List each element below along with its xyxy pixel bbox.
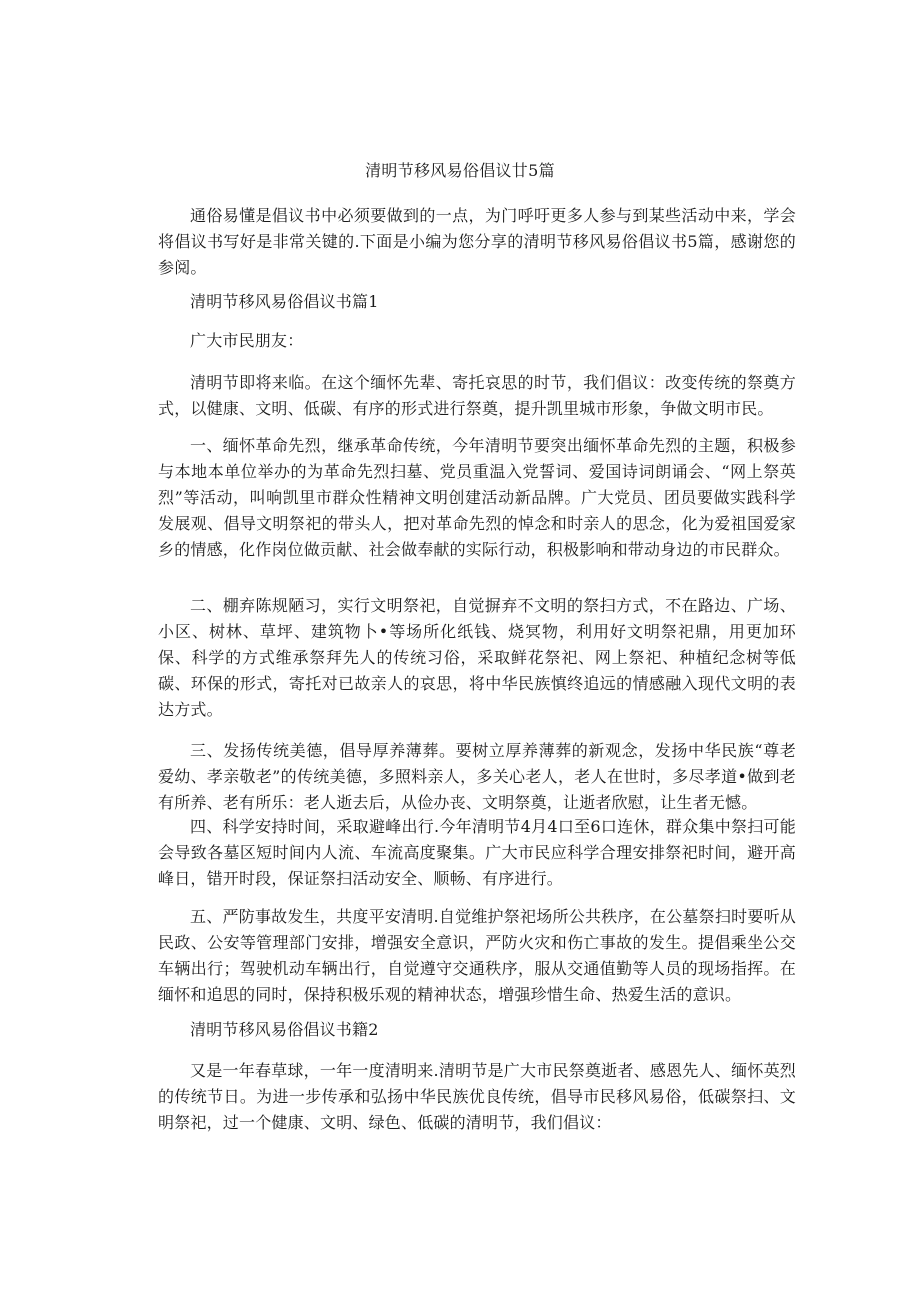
salutation: 广大市民朋友：	[190, 331, 304, 350]
section-1-opening: 清明节即将来临。在这个缅怀先辈、寄托哀思的时节，我们倡议：改变传统的祭奠方式，以健康、文明、低碳、有序的形式进行祭奠，提升凯里城市形象，争做文明市民。	[158, 373, 796, 418]
point-5-paragraph: 五、严防事故发生，共度平安清明.自觉维护祭祀场所公共秩序，在公墓祭扫时要听从民政、公安等管理部门安排，增强安全意识，严防火灾和伤亡事故的发生。提倡乘坐公交车辆出行；驾驶机动车辆出行，自觉遵守交通秩序，服从交通值勤等人员的现场指挥。在缅怀和追思的同时，保持积极乐观的精神状态，增强珍惜生命、热爱生活的意识。	[158, 907, 796, 1004]
point-4-paragraph: 四、科学安持时间，采取避峰出行.今年清明节4月4口至6口连休，群众集中祭扫可能会导致各墓区短时间内人流、车流高度聚集。广大市民应科学合理安排祭祀时间，避开高峰日，错开时段，保证祭扫活动安全、顺畅、有序进行。	[158, 817, 796, 888]
point-3-paragraph: 三、发扬传统美德，倡导厚养薄葬。要树立厚养薄葬的新观念，发扬中华民族“尊老爱幼、孝亲敬老”的传统美德，多照料亲人，多关心老人，老人在世时，多尽孝道•做到老有所养、老有所乐：老人逝去后，从俭办丧、文明祭奠，让逝者欣慰，让生者无憾。	[158, 741, 796, 812]
point-1-paragraph: 一、缅怀革命先烈，继承革命传统，今年清明节要突出缅怀革命先烈的主题，积极参与本地本单位举办的为革命先烈扫墓、党员重温入党誓词、爱国诗词朗诵会、“网上祭英烈”等活动，叫响凯里市群众性精神文明创建活动新品牌。广大党员、团员要做实践科学发展观、倡导文明祭祀的带头人，把对革命先烈的悼念和时亲人的思念，化为爱祖国爱家乡的情感，化作岗位做贡献、社会做奉献的实际行动，积极影响和带动身边的市民群众。	[158, 436, 796, 559]
section-1-heading: 清明节移风易俗倡议书篇1	[190, 292, 379, 311]
section-2-heading: 清明节移风易俗倡议书籍2	[190, 1020, 379, 1039]
section-2-opening: 又是一年春草球，一年一度清明来.清明节是广大市民祭奠逝者、感恩先人、缅怀英烈的传统节日。为进一步传承和弘扬中华民族优良传统，倡导市民移风易俗，低碳祭扫、文明祭祀，过一个健康、文明、绿色、低碳的清明节，我们倡议：	[158, 1061, 796, 1132]
point-2-paragraph: 二、棚弃陈规陋习，实行文明祭祀，自觉摒弃不文明的祭扫方式，不在路边、广场、小区、树林、草坪、建筑物卜•等场所化纸钱、烧冥物，利用好文明祭祀鼎，用更加环保、科学的方式维承祭拜先人的传统习俗，采取鲜花祭祀、网上祭祀、种植纪念树等低碳、环保的形式，寄托对已故亲人的哀思，将中华民族慎终追远的情感融入现代文明的表达方式。	[158, 596, 796, 719]
document-title: 清明节移风易俗倡议廿5篇	[365, 161, 555, 180]
intro-paragraph: 通俗易懂是倡议书中必须要做到的一点，为门呼吁更多人参与到某些活动中来，学会将倡议书写好是非常关键的.下面是小编为您分享的清明节移风易俗倡议书5篇，感谢您的参阅。	[158, 206, 796, 277]
